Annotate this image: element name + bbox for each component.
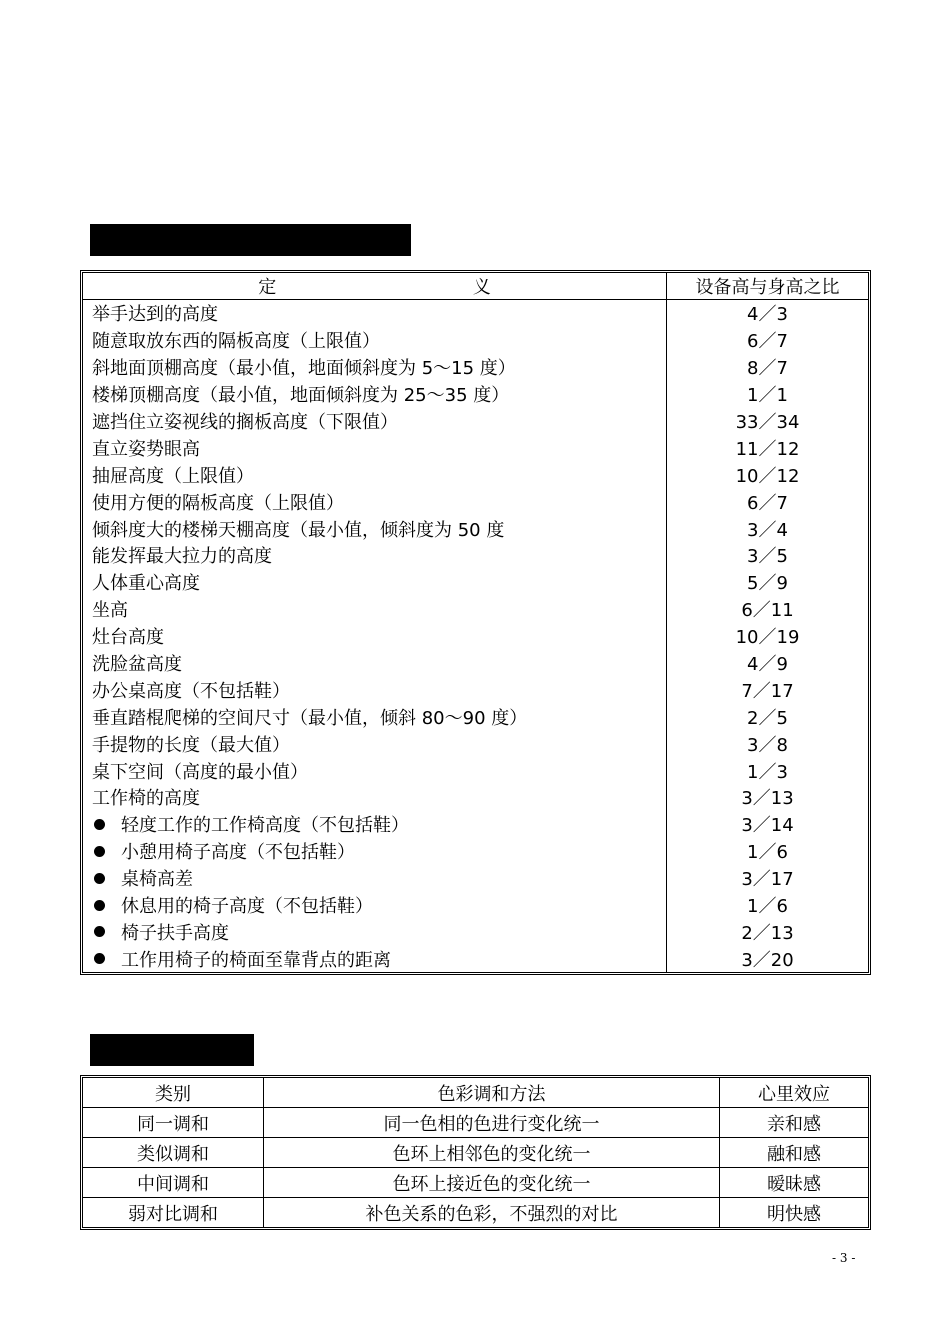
category-cell: 弱对比调和 <box>83 1198 264 1227</box>
table-row <box>83 408 868 435</box>
effect-cell: 亲和感 <box>720 1108 868 1138</box>
definition-text: 桌下空间（高度的最小值） <box>92 761 308 783</box>
definition-cell <box>83 945 667 972</box>
method-cell: 色环上接近色的变化统一 <box>264 1168 720 1198</box>
header-ratio: 设备高与身高之比 <box>667 273 868 300</box>
definition-cell <box>83 650 667 677</box>
definition-cell <box>83 865 667 892</box>
definition-cell <box>83 542 667 569</box>
ratio-cell: 11／12 <box>735 438 800 460</box>
table-row <box>83 784 868 811</box>
header-effect: 心里效应 <box>720 1078 868 1108</box>
definition-text: 轻度工作的工作椅高度（不包括鞋） <box>121 815 409 837</box>
category-cell: 类似调和 <box>83 1138 264 1168</box>
definition-text: 使用方便的隔板高度（上限值） <box>92 492 344 514</box>
header-definition <box>83 273 667 300</box>
definition-cell <box>83 596 667 623</box>
definition-text: 人体重心高度 <box>92 573 200 595</box>
header-definition-a: 定 <box>258 277 277 298</box>
header-method: 色彩调和方法 <box>264 1078 720 1108</box>
definition-text: 坐高 <box>92 600 128 622</box>
table-row <box>83 1108 868 1138</box>
ratio-cell: 8／7 <box>747 358 788 380</box>
ratio-cell: 5／9 <box>747 573 788 595</box>
header-definition-b: 义 <box>472 277 491 298</box>
definition-cell <box>83 461 667 488</box>
ratio-cell: 6／7 <box>747 492 788 514</box>
ratio-cell: 1／3 <box>747 761 788 783</box>
table-row <box>83 461 868 488</box>
table-header-row <box>83 1078 868 1108</box>
table-row <box>83 623 868 650</box>
definition-cell <box>83 434 667 461</box>
ratio-cell: 3／13 <box>741 788 794 810</box>
bullet-icon <box>94 953 105 964</box>
section-title-color-harmony: 室内调和感分类 <box>90 1034 254 1066</box>
ratio-cell: 4／3 <box>747 304 788 326</box>
definition-text: 小憩用椅子高度（不包括鞋） <box>121 842 355 864</box>
definition-cell <box>83 784 667 811</box>
ratio-cell: 3／8 <box>747 734 788 756</box>
definition-cell <box>83 811 667 838</box>
table-row <box>83 703 868 730</box>
table-row <box>83 596 868 623</box>
bullet-icon <box>94 926 105 937</box>
color-harmony-table <box>80 1075 871 1230</box>
definition-text: 倾斜度大的楼梯天棚高度（最小值，倾斜度为 50 度 <box>92 519 505 541</box>
table-row <box>83 1168 868 1198</box>
definition-text: 随意取放东西的隔板高度（上限值） <box>92 331 380 353</box>
effect-cell: 明快感 <box>767 1203 821 1225</box>
height-ratio-body <box>83 300 868 972</box>
table-row <box>83 488 868 515</box>
category-cell: 同一调和 <box>83 1108 264 1138</box>
table-row <box>83 1198 868 1227</box>
definition-cell <box>83 757 667 784</box>
definition-cell <box>83 381 667 408</box>
ratio-cell: 3／17 <box>741 869 794 891</box>
bullet-icon <box>94 900 105 911</box>
definition-text: 直立姿势眼高 <box>92 438 200 460</box>
definition-cell <box>83 408 667 435</box>
table-row <box>83 730 868 757</box>
definition-cell <box>83 488 667 515</box>
section-title-height-ratio: 设备和用具的高度与身高的关系 <box>90 224 411 256</box>
table-row <box>83 1138 868 1168</box>
bullet-icon <box>94 819 105 830</box>
ratio-cell: 7／17 <box>741 680 794 702</box>
definition-cell <box>83 327 667 354</box>
ratio-cell: 10／12 <box>735 465 800 487</box>
table-row <box>83 542 868 569</box>
table-row <box>83 300 868 327</box>
definition-cell <box>83 730 667 757</box>
definition-cell <box>83 515 667 542</box>
table-row <box>83 811 868 838</box>
table-row <box>83 650 868 677</box>
ratio-cell: 1／6 <box>747 842 788 864</box>
table-row <box>83 918 868 945</box>
definition-text: 办公桌高度（不包括鞋） <box>92 680 290 702</box>
table-row <box>83 354 868 381</box>
definition-text: 遮挡住立姿视线的搁板高度（下限值） <box>92 412 398 433</box>
table-row <box>83 757 868 784</box>
bullet-icon <box>94 846 105 857</box>
definition-cell <box>83 892 667 919</box>
table-row <box>83 865 868 892</box>
effect-cell: 暧昧感 <box>720 1168 868 1198</box>
ratio-cell: 3／14 <box>741 815 794 837</box>
table-row <box>83 434 868 461</box>
table-row <box>83 327 868 354</box>
method-cell: 补色关系的色彩，不强烈的对比 <box>264 1198 720 1227</box>
ratio-cell: 10／19 <box>735 627 800 649</box>
method-cell: 色环上相邻色的变化统一 <box>264 1138 720 1168</box>
header-category: 类别 <box>83 1078 264 1108</box>
definition-text: 工作椅的高度 <box>92 788 200 810</box>
table-row <box>83 569 868 596</box>
ratio-cell: 1／6 <box>747 896 788 918</box>
ratio-cell: 4／9 <box>747 654 788 676</box>
category-cell: 中间调和 <box>83 1168 264 1198</box>
ratio-cell: 2／5 <box>747 707 788 729</box>
color-harmony-body <box>83 1108 868 1227</box>
definition-cell <box>83 300 667 327</box>
definition-text: 抽屉高度（上限值） <box>92 465 254 487</box>
definition-text: 椅子扶手高度 <box>121 922 229 944</box>
table-row <box>83 945 868 972</box>
table-header-row <box>83 273 868 300</box>
definition-cell <box>83 354 667 381</box>
definition-cell <box>83 918 667 945</box>
definition-text: 洗脸盆高度 <box>92 654 182 676</box>
ratio-cell: 6／11 <box>741 600 794 622</box>
ratio-cell: 6／7 <box>747 331 788 353</box>
ratio-cell: 3／4 <box>747 519 788 541</box>
page-number: - 3 - <box>832 1251 856 1265</box>
table-row <box>83 838 868 865</box>
bullet-icon <box>94 873 105 884</box>
table-row <box>83 892 868 919</box>
definition-cell <box>83 838 667 865</box>
ratio-cell: 3／20 <box>741 949 794 971</box>
definition-text: 举手达到的高度 <box>92 304 218 326</box>
definition-text: 楼梯顶棚高度（最小值，地面倾斜度为 25～35 度） <box>92 385 510 407</box>
definition-text: 手提物的长度（最大值） <box>92 734 290 756</box>
height-ratio-table <box>80 270 871 975</box>
definition-text: 休息用的椅子高度（不包括鞋） <box>121 896 373 918</box>
ratio-cell: 2／13 <box>741 922 794 944</box>
definition-cell <box>83 569 667 596</box>
definition-cell <box>83 703 667 730</box>
ratio-cell: 1／1 <box>747 385 788 407</box>
effect-cell: 融和感 <box>720 1138 868 1168</box>
definition-text: 工作用椅子的椅面至靠背点的距离 <box>121 949 391 971</box>
definition-cell <box>83 676 667 703</box>
ratio-cell: 3／5 <box>747 546 788 568</box>
table-row <box>83 515 868 542</box>
definition-text: 桌椅高差 <box>121 869 193 891</box>
definition-text: 斜地面顶棚高度（最小值，地面倾斜度为 5～15 度） <box>92 358 516 380</box>
ratio-cell: 33／34 <box>735 412 800 433</box>
table-row <box>83 676 868 703</box>
definition-text: 能发挥最大拉力的高度 <box>92 546 272 568</box>
table-row <box>83 381 868 408</box>
method-cell: 同一色相的色进行变化统一 <box>264 1108 720 1138</box>
definition-text: 灶台高度 <box>92 627 164 649</box>
definition-cell <box>83 623 667 650</box>
definition-text: 垂直踏棍爬梯的空间尺寸（最小值，倾斜 80～90 度） <box>92 707 528 729</box>
